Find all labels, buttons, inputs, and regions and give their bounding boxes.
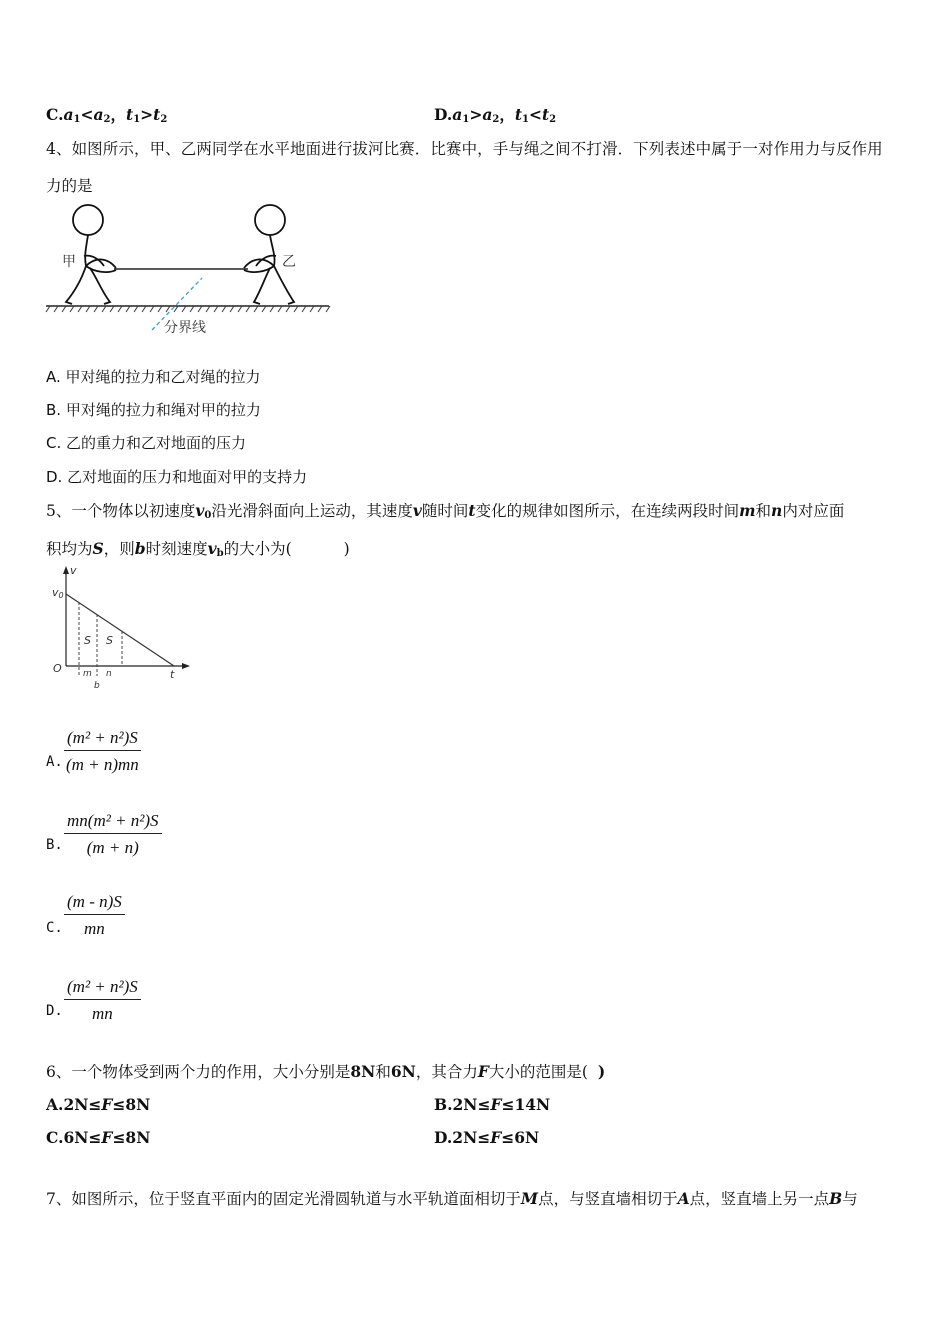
label-divider: 分界线 — [164, 320, 206, 336]
q6-option-b: B.2N≤F≤14N — [434, 1095, 551, 1114]
svg-text:m: m — [83, 669, 92, 679]
q5-option-c-fraction: $\frac{(m - n)S}{mn}$ — [64, 892, 125, 939]
q5-option-b-label: B. — [46, 837, 63, 853]
q4-tug-of-war-figure — [44, 200, 344, 340]
label-yi: 乙 — [282, 254, 296, 270]
q5-vt-graph — [46, 562, 196, 692]
q4-stem-line1: 4、如图所示，甲、乙两同学在水平地面进行拔河比赛．比赛中，手与绳之间不打滑．下列表述中属于一对作用力与反作用 — [46, 140, 883, 158]
q3-option-c: $C.a_1<a_2$，$t_1>t_2$ — [46, 105, 168, 125]
q6-option-a: A.2N≤F≤8N — [46, 1095, 151, 1114]
q6-option-c: C.6N≤F≤8N — [46, 1128, 151, 1147]
svg-text:n: n — [106, 669, 112, 679]
q5-stem-line1: 5、一个物体以初速度$v_0$沿光滑斜面向上运动，其速度v随时间t变化的规律如图所示，在连续两段时间m和n内对应面 — [46, 501, 845, 521]
q6-option-d: D.2N≤F≤6N — [434, 1128, 540, 1147]
svg-text:S: S — [106, 634, 113, 647]
svg-text:b: b — [94, 681, 100, 691]
q5-option-a-label: A. — [46, 754, 63, 770]
q7-stem: 7、如图所示，位于竖直平面内的固定光滑圆轨道与水平轨道面相切于M点，与竖直墙相切于A点，竖直墙上另一点B与 — [46, 1189, 858, 1208]
q4-option-a: A. 甲对绳的拉力和乙对绳的拉力 — [46, 368, 261, 386]
q5-option-a-fraction: $\frac{\text{(m² + n²)S}}{(m + n)mn}$ — [65, 728, 139, 774]
svg-text:O: O — [53, 662, 62, 675]
q5-option-d-label: D. — [46, 1003, 63, 1019]
svg-text:t: t — [170, 668, 175, 681]
label-jia: 甲 — [62, 254, 76, 270]
svg-text:v: v — [70, 564, 77, 577]
q5-stem-line2: 积均为S，则b时刻速度$v_b$的大小为( ) — [46, 539, 350, 559]
q5-option-c-label: C. — [46, 920, 63, 936]
q4-option-b: B. 甲对绳的拉力和绳对甲的拉力 — [46, 401, 261, 419]
q4-option-d: D. 乙对地面的压力和地面对甲的支持力 — [46, 468, 308, 486]
q6-stem: 6、一个物体受到两个力的作用，大小分别是8N和6N，其合力F大小的范围是( ) — [46, 1062, 606, 1081]
q5-option-b-fraction: $\frac{\text{mn(m² + n²)S}}{(m + n)}$ — [64, 811, 162, 858]
q4-stem-line2: 力的是 — [46, 177, 93, 195]
q4-option-c: C. 乙的重力和乙对地面的压力 — [46, 434, 247, 452]
q5-option-d-fraction: $\frac{\text{(m² + n²)S}}{mn}$ — [64, 977, 141, 1024]
svg-text:S: S — [84, 634, 91, 647]
svg-text:v0: v0 — [52, 586, 64, 600]
q3-option-d: $D.a_1>a_2$，$t_1<t_2$ — [434, 105, 557, 125]
